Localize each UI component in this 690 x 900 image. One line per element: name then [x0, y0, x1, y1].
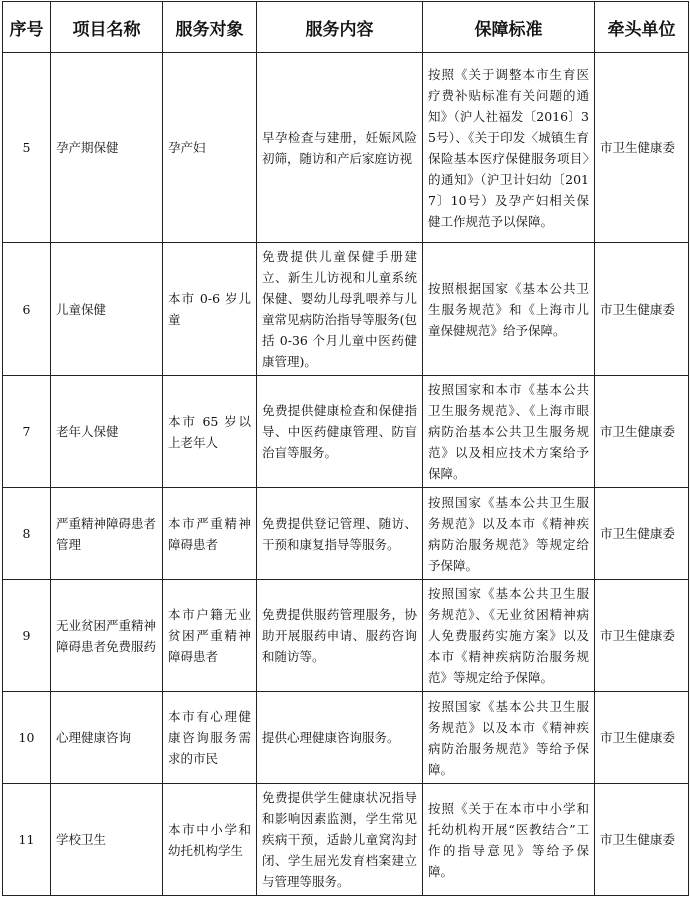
- cell-no: 7: [3, 376, 51, 488]
- cell-lead: 市卫生健康委: [595, 488, 689, 580]
- cell-target: 孕产妇: [163, 53, 257, 243]
- cell-standard: 按照国家《基本公共卫生服务规范》以及本市《精神疾病防治服务规范》等规定给予保障。: [423, 488, 595, 580]
- cell-content: 提供心理健康咨询服务。: [257, 692, 423, 784]
- cell-target: 本市中小学和幼托机构学生: [163, 784, 257, 896]
- cell-lead: 市卫生健康委: [595, 376, 689, 488]
- cell-no: 8: [3, 488, 51, 580]
- table-row: [3, 488, 689, 580]
- header-content: 服务内容: [257, 2, 423, 53]
- header-no: 序号: [3, 2, 51, 53]
- cell-target: 本市户籍无业贫困严重精神障碍患者: [163, 580, 257, 692]
- cell-content: 免费提供儿童保健手册建立、新生儿访视和儿童系统保健、婴幼儿母乳喂养与儿童常见病防治指导等服务(包括 0-36 个月儿童中医药健康管理)。: [257, 243, 423, 376]
- cell-target: 本市严重精神障碍患者: [163, 488, 257, 580]
- cell-standard: 按照根据国家《基本公共卫生服务规范》和《上海市儿童保健规范》给予保障。: [423, 243, 595, 376]
- header-standard: 保障标准: [423, 2, 595, 53]
- table-row: [3, 692, 689, 784]
- cell-content: 免费提供登记管理、随访、干预和康复指导等服务。: [257, 488, 423, 580]
- cell-no: 5: [3, 53, 51, 243]
- header-row: [3, 2, 689, 53]
- cell-standard: 按照国家和本市《基本公共卫生服务规范》、《上海市眼病防治基本公共卫生服务规范》以及相应技术方案给予保障。: [423, 376, 595, 488]
- cell-target: 本市 65 岁以上老年人: [163, 376, 257, 488]
- cell-content: 免费提供服药管理服务，协助开展服药申请、服药咨询和随访等。: [257, 580, 423, 692]
- table-row: [3, 243, 689, 376]
- table-row: [3, 53, 689, 243]
- cell-lead: 市卫生健康委: [595, 692, 689, 784]
- cell-name: 老年人保健: [51, 376, 163, 488]
- table-row: [3, 784, 689, 896]
- cell-standard: 按照国家《基本公共卫生服务规范》、《无业贫困精神病人免费服药实施方案》以及本市《精神疾病防治服务规范》等规定给予保障。: [423, 580, 595, 692]
- cell-name: 心理健康咨询: [51, 692, 163, 784]
- cell-name: 学校卫生: [51, 784, 163, 896]
- cell-name: 孕产期保健: [51, 53, 163, 243]
- cell-content: 免费提供学生健康状况指导和影响因素监测，学生常见疾病干预，适龄儿童窝沟封闭、学生屈光发育档案建立与管理等服务。: [257, 784, 423, 896]
- cell-lead: 市卫生健康委: [595, 784, 689, 896]
- cell-no: 10: [3, 692, 51, 784]
- cell-target: 本市有心理健康咨询服务需求的市民: [163, 692, 257, 784]
- cell-name: 严重精神障碍患者管理: [51, 488, 163, 580]
- header-lead: 牵头单位: [595, 2, 689, 53]
- cell-standard: 按照国家《基本公共卫生服务规范》以及本市《精神疾病防治服务规范》等给予保障。: [423, 692, 595, 784]
- table-row: [3, 376, 689, 488]
- cell-lead: 市卫生健康委: [595, 243, 689, 376]
- cell-standard: 按照《关于调整本市生育医疗费补贴标准有关问题的通知》（沪人社福发〔2016〕35号）、《关于印发〈城镇生育保险基本医疗保健服务项目〉的通知》（沪卫计妇幼〔2017〕10号）及孕产妇相关保健工作规范予以保障。: [423, 53, 595, 243]
- cell-target: 本市 0-6 岁儿童: [163, 243, 257, 376]
- cell-content: 免费提供健康检查和保健指导、中医药健康管理、防盲治盲等服务。: [257, 376, 423, 488]
- cell-no: 9: [3, 580, 51, 692]
- cell-content: 早孕检查与建册，妊娠风险初筛，随访和产后家庭访视: [257, 53, 423, 243]
- header-target: 服务对象: [163, 2, 257, 53]
- header-name: 项目名称: [51, 2, 163, 53]
- services-table: [2, 1, 689, 896]
- cell-no: 11: [3, 784, 51, 896]
- cell-no: 6: [3, 243, 51, 376]
- table-row: [3, 580, 689, 692]
- cell-lead: 市卫生健康委: [595, 53, 689, 243]
- cell-name: 儿童保健: [51, 243, 163, 376]
- cell-lead: 市卫生健康委: [595, 580, 689, 692]
- cell-name: 无业贫困严重精神障碍患者免费服药: [51, 580, 163, 692]
- cell-standard: 按照《关于在本市中小学和托幼机构开展“医教结合”工作的指导意见》等给予保障。: [423, 784, 595, 896]
